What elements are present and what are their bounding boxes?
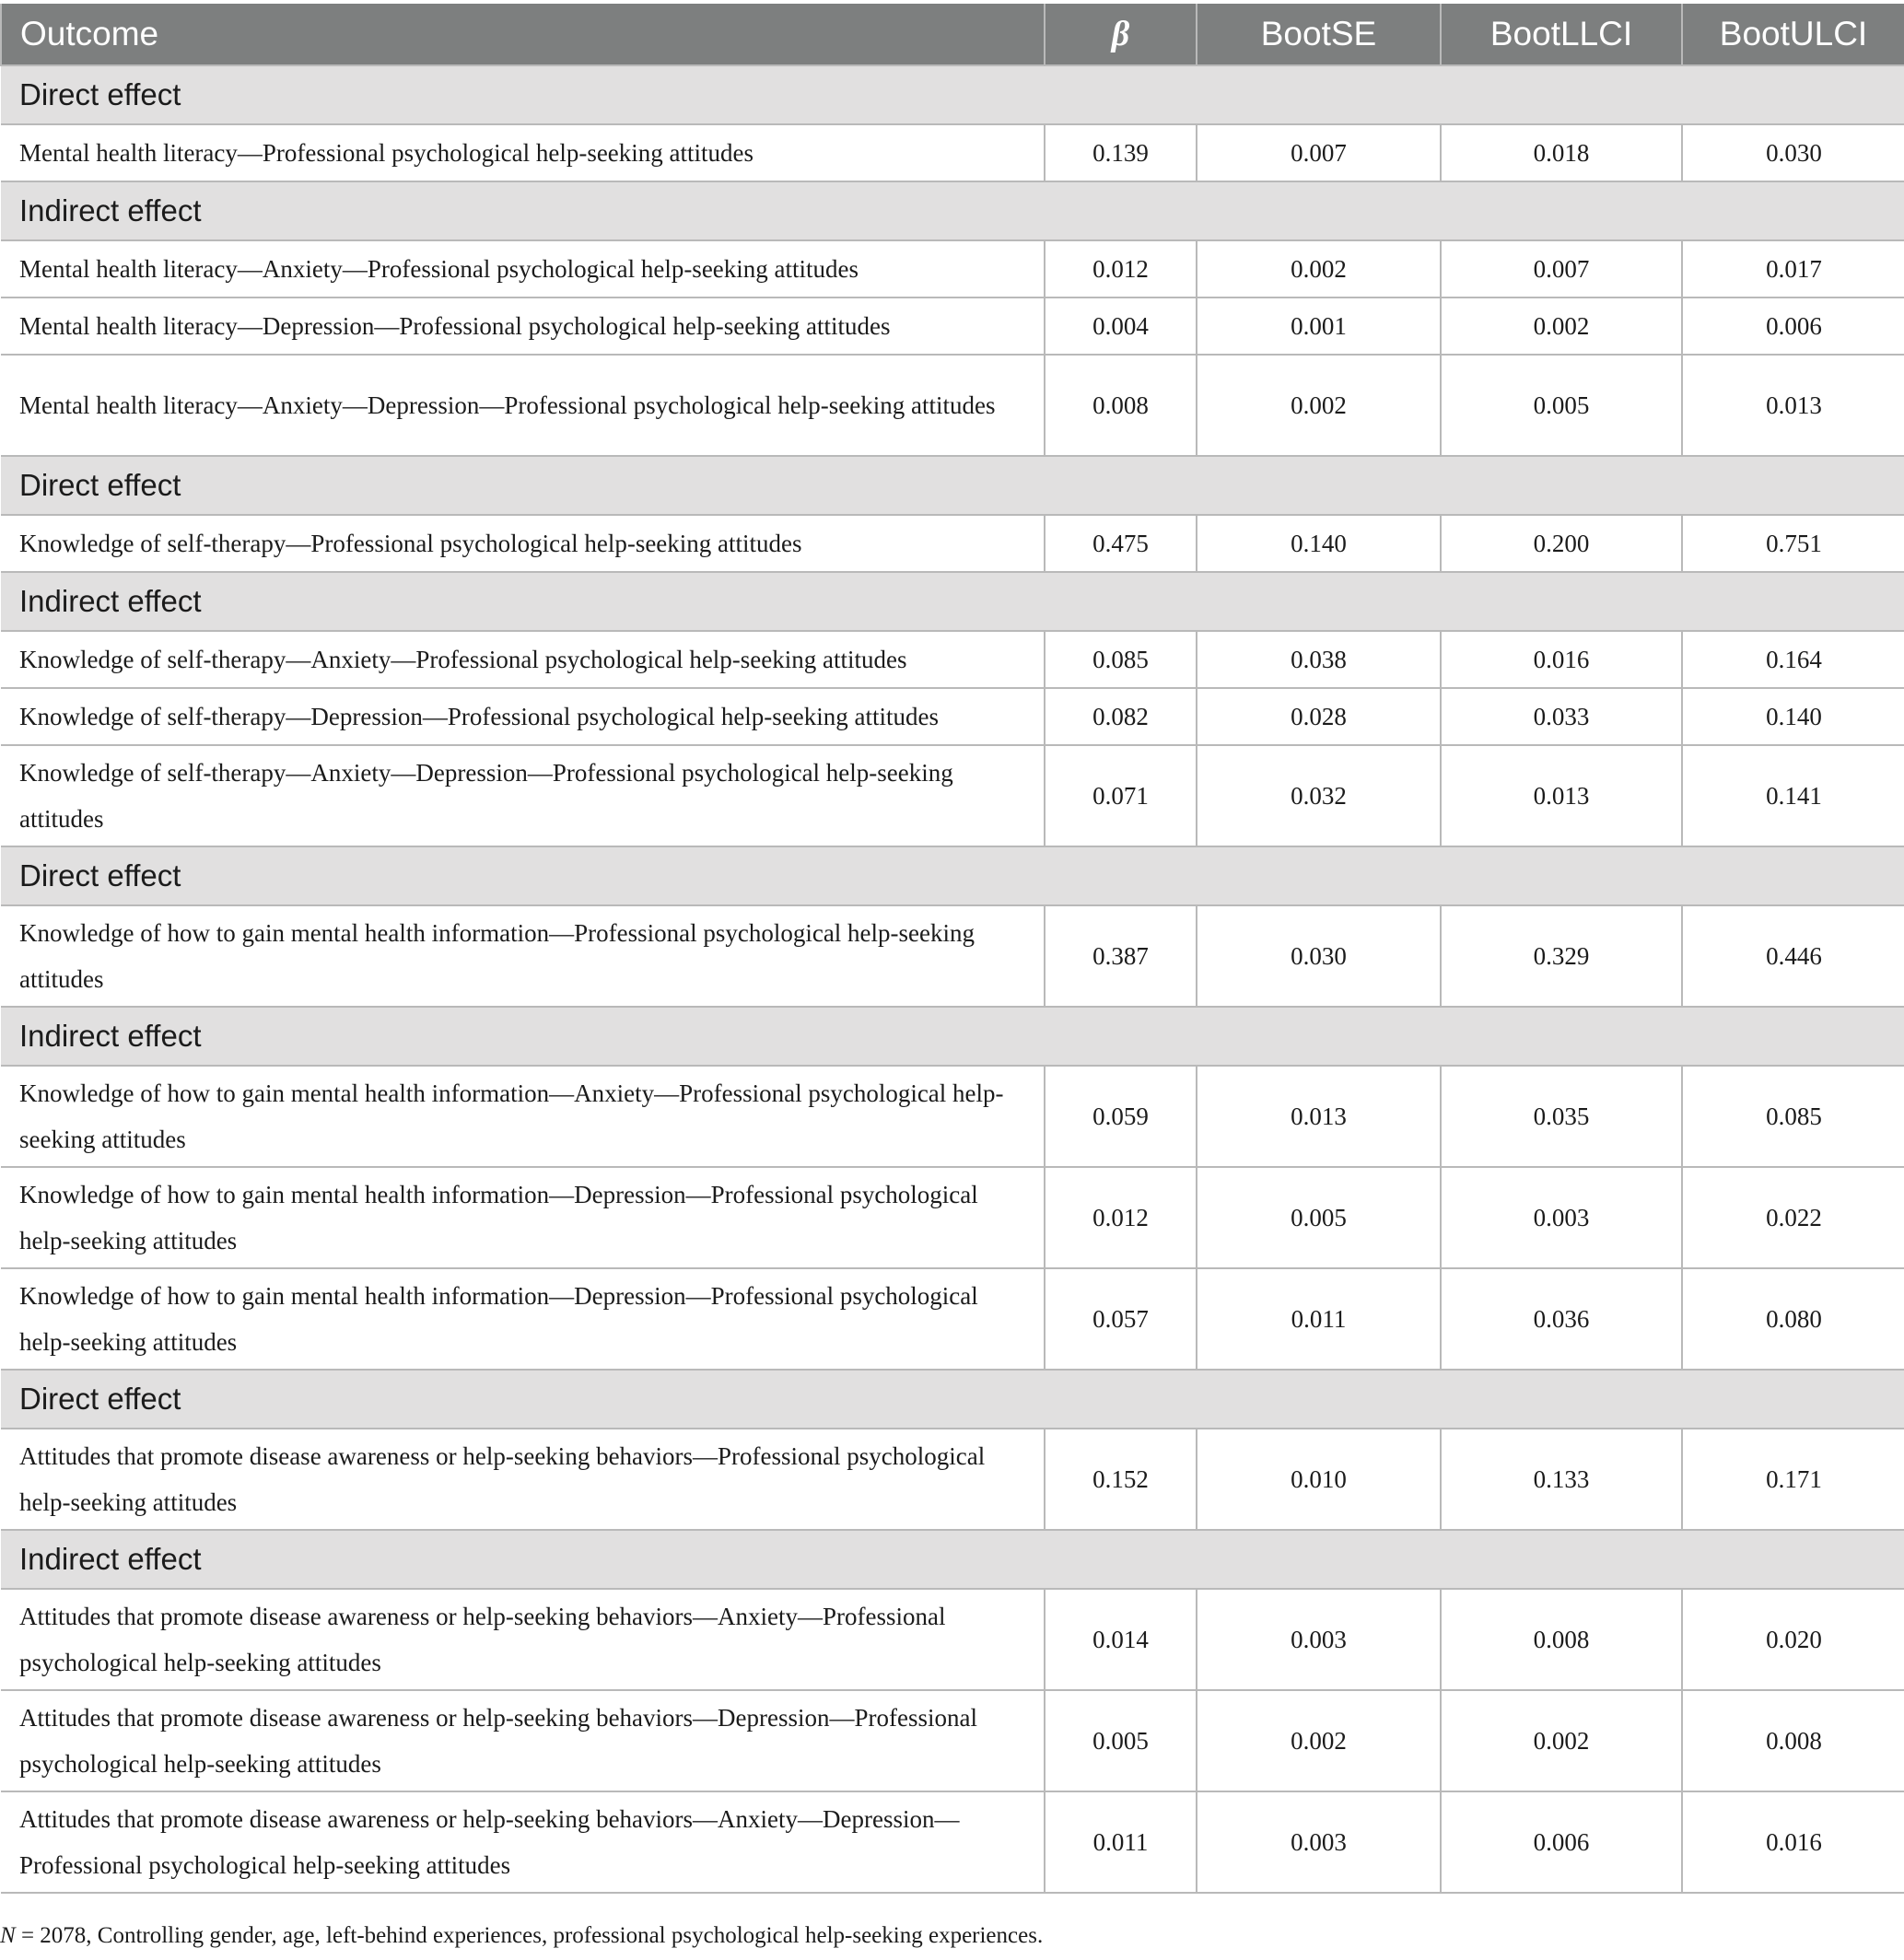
beta-cell: 0.059 bbox=[1045, 1066, 1197, 1167]
outcome-cell: Attitudes that promote disease awareness or help-seeking behaviors—Depression—Professional psychological help-seeking attitudes bbox=[1, 1690, 1045, 1791]
section-row-indirect-effect bbox=[1, 181, 1904, 240]
bootulci-cell: 0.141 bbox=[1682, 745, 1904, 846]
outcome-cell: Attitudes that promote disease awareness or help-seeking behaviors—Professional psychological help-seeking attitudes bbox=[1, 1429, 1045, 1530]
bootllci-cell: 0.006 bbox=[1441, 1791, 1682, 1893]
outcome-cell: Knowledge of how to gain mental health information—Depression—Professional psychological help-seeking attitudes bbox=[1, 1268, 1045, 1370]
bootulci-cell: 0.016 bbox=[1682, 1791, 1904, 1893]
outcome-cell: Mental health literacy—Professional psychological help-seeking attitudes bbox=[1, 124, 1045, 181]
beta-cell: 0.085 bbox=[1045, 631, 1197, 688]
beta-cell: 0.011 bbox=[1045, 1791, 1197, 1893]
section-label: Direct effect bbox=[1, 1370, 1904, 1429]
bootse-cell: 0.030 bbox=[1197, 905, 1441, 1007]
section-label: Indirect effect bbox=[1, 572, 1904, 631]
table-row bbox=[1, 905, 1904, 1007]
mediation-results-table bbox=[0, 4, 1904, 1894]
bootulci-cell: 0.020 bbox=[1682, 1589, 1904, 1690]
outcome-cell: Knowledge of how to gain mental health information—Depression—Professional psychological help-seeking attitudes bbox=[1, 1167, 1045, 1268]
section-label: Indirect effect bbox=[1, 181, 1904, 240]
beta-cell: 0.475 bbox=[1045, 515, 1197, 572]
section-row-direct-effect bbox=[1, 846, 1904, 905]
bootse-cell: 0.003 bbox=[1197, 1589, 1441, 1690]
bootulci-cell: 0.080 bbox=[1682, 1268, 1904, 1370]
header-bootulci: BootULCI bbox=[1682, 4, 1904, 65]
table-row bbox=[1, 1429, 1904, 1530]
footnote-sample-size-symbol: N bbox=[0, 1923, 16, 1948]
table-row bbox=[1, 1066, 1904, 1167]
header-bootse: BootSE bbox=[1197, 4, 1441, 65]
table-row bbox=[1, 631, 1904, 688]
outcome-cell: Mental health literacy—Depression—Professional psychological help-seeking attitudes bbox=[1, 298, 1045, 355]
bootllci-cell: 0.329 bbox=[1441, 905, 1682, 1007]
section-row-direct-effect bbox=[1, 1370, 1904, 1429]
bootllci-cell: 0.005 bbox=[1441, 355, 1682, 456]
bootse-cell: 0.010 bbox=[1197, 1429, 1441, 1530]
section-row-indirect-effect bbox=[1, 1530, 1904, 1589]
table-row bbox=[1, 1690, 1904, 1791]
table-row bbox=[1, 1167, 1904, 1268]
bootllci-cell: 0.200 bbox=[1441, 515, 1682, 572]
outcome-cell: Knowledge of self-therapy—Professional psychological help-seeking attitudes bbox=[1, 515, 1045, 572]
beta-cell: 0.071 bbox=[1045, 745, 1197, 846]
table-row bbox=[1, 1589, 1904, 1690]
outcome-cell: Mental health literacy—Anxiety—Depression—Professional psychological help-seeking attitudes bbox=[1, 355, 1045, 456]
bootse-cell: 0.003 bbox=[1197, 1791, 1441, 1893]
outcome-cell: Knowledge of how to gain mental health information—Anxiety—Professional psychological help-seeking attitudes bbox=[1, 1066, 1045, 1167]
bootse-cell: 0.013 bbox=[1197, 1066, 1441, 1167]
table-row bbox=[1, 1791, 1904, 1893]
beta-cell: 0.387 bbox=[1045, 905, 1197, 1007]
beta-cell: 0.014 bbox=[1045, 1589, 1197, 1690]
section-label: Direct effect bbox=[1, 846, 1904, 905]
bootllci-cell: 0.007 bbox=[1441, 240, 1682, 298]
beta-cell: 0.012 bbox=[1045, 240, 1197, 298]
results-table-container bbox=[0, 4, 1904, 1894]
table-header-row bbox=[1, 4, 1904, 65]
table-row bbox=[1, 1268, 1904, 1370]
footnote-text: = 2078, Controlling gender, age, left-behind experiences, professional psychological help-seeking experiences. bbox=[15, 1923, 1044, 1948]
bootulci-cell: 0.171 bbox=[1682, 1429, 1904, 1530]
header-bootllci: BootLLCI bbox=[1441, 4, 1682, 65]
bootllci-cell: 0.008 bbox=[1441, 1589, 1682, 1690]
bootllci-cell: 0.013 bbox=[1441, 745, 1682, 846]
table-row bbox=[1, 745, 1904, 846]
section-label: Direct effect bbox=[1, 456, 1904, 515]
bootllci-cell: 0.133 bbox=[1441, 1429, 1682, 1530]
bootulci-cell: 0.751 bbox=[1682, 515, 1904, 572]
header-outcome: Outcome bbox=[1, 4, 1045, 65]
outcome-cell: Knowledge of how to gain mental health information—Professional psychological help-seeking attitudes bbox=[1, 905, 1045, 1007]
bootse-cell: 0.011 bbox=[1197, 1268, 1441, 1370]
outcome-cell: Mental health literacy—Anxiety—Professional psychological help-seeking attitudes bbox=[1, 240, 1045, 298]
bootse-cell: 0.032 bbox=[1197, 745, 1441, 846]
outcome-cell: Knowledge of self-therapy—Anxiety—Professional psychological help-seeking attitudes bbox=[1, 631, 1045, 688]
bootulci-cell: 0.085 bbox=[1682, 1066, 1904, 1167]
outcome-cell: Attitudes that promote disease awareness or help-seeking behaviors—Anxiety—Professional psychological help-seeking attitudes bbox=[1, 1589, 1045, 1690]
section-label: Indirect effect bbox=[1, 1007, 1904, 1066]
section-label: Indirect effect bbox=[1, 1530, 1904, 1589]
beta-cell: 0.152 bbox=[1045, 1429, 1197, 1530]
bootllci-cell: 0.003 bbox=[1441, 1167, 1682, 1268]
bootse-cell: 0.028 bbox=[1197, 688, 1441, 745]
bootllci-cell: 0.016 bbox=[1441, 631, 1682, 688]
bootllci-cell: 0.002 bbox=[1441, 1690, 1682, 1791]
table-row bbox=[1, 124, 1904, 181]
beta-cell: 0.057 bbox=[1045, 1268, 1197, 1370]
section-label: Direct effect bbox=[1, 65, 1904, 124]
table-footnote bbox=[0, 1923, 1043, 1949]
beta-cell: 0.082 bbox=[1045, 688, 1197, 745]
section-row-direct-effect bbox=[1, 456, 1904, 515]
bootse-cell: 0.002 bbox=[1197, 1690, 1441, 1791]
bootulci-cell: 0.008 bbox=[1682, 1690, 1904, 1791]
table-row bbox=[1, 355, 1904, 456]
beta-cell: 0.005 bbox=[1045, 1690, 1197, 1791]
bootse-cell: 0.002 bbox=[1197, 355, 1441, 456]
beta-cell: 0.008 bbox=[1045, 355, 1197, 456]
bootulci-cell: 0.006 bbox=[1682, 298, 1904, 355]
table-row bbox=[1, 298, 1904, 355]
bootse-cell: 0.002 bbox=[1197, 240, 1441, 298]
bootulci-cell: 0.022 bbox=[1682, 1167, 1904, 1268]
bootulci-cell: 0.013 bbox=[1682, 355, 1904, 456]
bootse-cell: 0.038 bbox=[1197, 631, 1441, 688]
bootse-cell: 0.007 bbox=[1197, 124, 1441, 181]
outcome-cell: Attitudes that promote disease awareness or help-seeking behaviors—Anxiety—Depression—Professional psychological help-seeking attitudes bbox=[1, 1791, 1045, 1893]
bootse-cell: 0.001 bbox=[1197, 298, 1441, 355]
section-row-direct-effect bbox=[1, 65, 1904, 124]
bootllci-cell: 0.018 bbox=[1441, 124, 1682, 181]
table-row bbox=[1, 688, 1904, 745]
outcome-cell: Knowledge of self-therapy—Depression—Professional psychological help-seeking attitudes bbox=[1, 688, 1045, 745]
bootulci-cell: 0.017 bbox=[1682, 240, 1904, 298]
outcome-cell: Knowledge of self-therapy—Anxiety—Depression—Professional psychological help-seeking attitudes bbox=[1, 745, 1045, 846]
beta-cell: 0.012 bbox=[1045, 1167, 1197, 1268]
table-row bbox=[1, 240, 1904, 298]
bootulci-cell: 0.140 bbox=[1682, 688, 1904, 745]
bootse-cell: 0.140 bbox=[1197, 515, 1441, 572]
table-row bbox=[1, 515, 1904, 572]
bootllci-cell: 0.033 bbox=[1441, 688, 1682, 745]
section-row-indirect-effect bbox=[1, 572, 1904, 631]
bootllci-cell: 0.035 bbox=[1441, 1066, 1682, 1167]
bootulci-cell: 0.164 bbox=[1682, 631, 1904, 688]
header-beta: β bbox=[1045, 4, 1197, 65]
beta-cell: 0.004 bbox=[1045, 298, 1197, 355]
bootse-cell: 0.005 bbox=[1197, 1167, 1441, 1268]
beta-cell: 0.139 bbox=[1045, 124, 1197, 181]
bootulci-cell: 0.030 bbox=[1682, 124, 1904, 181]
bootllci-cell: 0.036 bbox=[1441, 1268, 1682, 1370]
bootllci-cell: 0.002 bbox=[1441, 298, 1682, 355]
section-row-indirect-effect bbox=[1, 1007, 1904, 1066]
bootulci-cell: 0.446 bbox=[1682, 905, 1904, 1007]
